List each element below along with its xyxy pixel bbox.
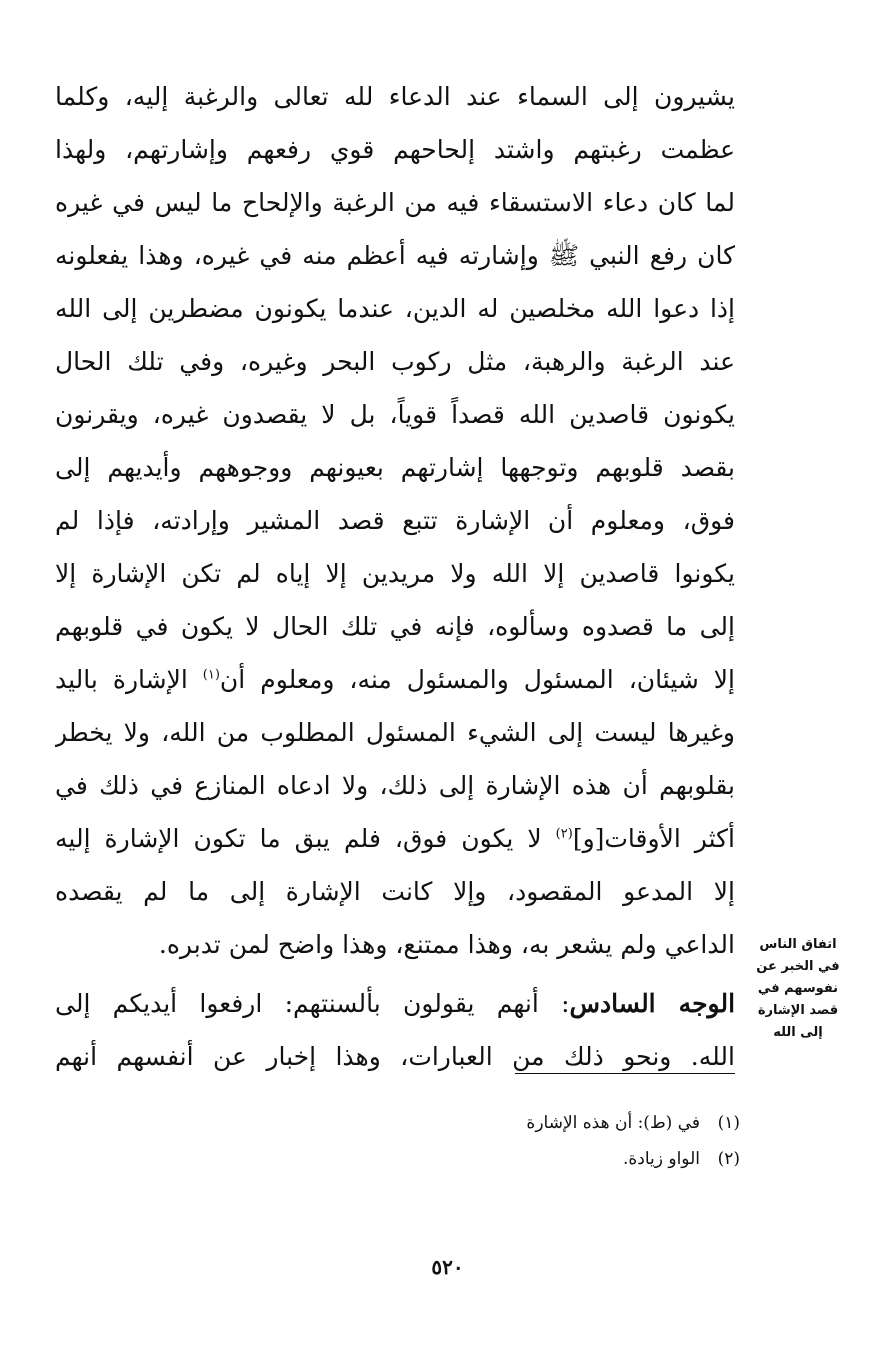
margin-note-line-5: إلى الله: [773, 1025, 823, 1040]
footnote-ref-2[interactable]: (٢): [555, 826, 573, 842]
footnote-1-text: في (ط): أن هذه الإشارة: [526, 1113, 700, 1133]
body-line-2: عظمت رغبتهم واشتد إلحاحهم قوي رفعهم وإشارتهم، ولهذا: [55, 135, 735, 164]
body-line-4: كان رفع النبي ﷺ وإشارته فيه أعظم منه في غيره، وهذا يفعلونه: [55, 241, 735, 270]
main-text-block: [55, 70, 735, 1083]
para2-line-1-text: : أنهم يقولون بألسنتهم: ارفعوا أيديكم إلى: [55, 989, 570, 1018]
body-line-12: [55, 653, 735, 706]
body-line-16: إلا المدعو المقصود، وإلا كانت الإشارة إلى ما لم يقصده: [55, 877, 735, 906]
body-line-10: يكونوا قاصدين إلا الله ولا مريدين إلا إياه لم تكن الإشارة إلا: [55, 559, 735, 588]
body-line-15-text-end: لا يكون فوق، فلم يبق ما تكون الإشارة إليه: [55, 824, 556, 853]
paragraph-sixth-aspect: [55, 977, 735, 1083]
body-line-15-text: أكثر الأوقات[و]: [572, 824, 735, 853]
footnote-2-number: (٢): [717, 1149, 740, 1169]
body-line-3: لما كان دعاء الاستسقاء فيه من الرغبة والإلحاح ما ليس في غيره: [55, 188, 735, 217]
margin-note-line-3: نفوسهم في: [757, 981, 839, 996]
para2-line-1: [55, 977, 735, 1030]
footnote-divider: [515, 1073, 735, 1074]
footnote-2-text: الواو زيادة.: [622, 1149, 700, 1169]
para2-line-2: الله. ونحو ذلك من العبارات، وهذا إخبار عن أنفسهم أنهم: [55, 1042, 735, 1071]
body-line-5: إذا دعوا الله مخلصين له الدين، عندما يكونون مضطرين إلى الله: [55, 294, 735, 323]
margin-note-line-4: قصد الإشارة: [757, 1003, 839, 1018]
body-line-12-text: إلا شيئان، المسئول والمسئول منه، ومعلوم أن: [219, 665, 735, 694]
body-line-7: يكونون قاصدين الله قصداً قوياً، بل لا يقصدون غيره، ويقرنون: [55, 400, 735, 429]
section-lead-heading: الوجه السادس: [569, 989, 735, 1018]
body-line-15: [55, 812, 735, 865]
body-line-11: إلى ما قصدوه وسألوه، فإنه في تلك الحال لا يكون في قلوبهم: [55, 612, 735, 641]
margin-note-line-1: اتفاق الناس: [759, 937, 837, 952]
body-line-17: الداعي ولم يشعر به، وهذا ممتنع، وهذا واضح لمن تدبره.: [158, 930, 735, 959]
footnote-2: [440, 1141, 740, 1177]
body-line-8: بقصد قلوبهم وتوجهها إشارتهم بعيونهم ووجوههم وأيديهم إلى: [55, 453, 735, 482]
body-line-13: وغيرها ليست إلى الشيء المسئول المطلوب من الله، ولا يخطر: [55, 718, 735, 747]
footnote-1-number: (١): [717, 1113, 740, 1133]
page-number: ٥٢٠: [431, 1255, 464, 1279]
body-line-1: يشيرون إلى السماء عند الدعاء لله تعالى والرغبة إليه، وكلما: [55, 82, 735, 111]
footnote-1: [440, 1105, 740, 1141]
footnotes: [440, 1105, 740, 1177]
margin-note-line-2: في الخبر عن: [756, 959, 840, 974]
body-line-14: بقلوبهم أن هذه الإشارة إلى ذلك، ولا ادعاه المنازع في ذلك في: [55, 771, 735, 800]
body-line-12-text-end: الإشارة باليد: [55, 665, 203, 694]
footnote-ref-1[interactable]: (١): [202, 667, 220, 683]
margin-note: [748, 934, 848, 1044]
body-line-9: فوق، ومعلوم أن الإشارة تتبع قصد المشير وإرادته، فإذا لم: [55, 506, 735, 535]
body-line-6: عند الرغبة والرهبة، مثل ركوب البحر وغيره، وفي تلك الحال: [55, 347, 735, 376]
